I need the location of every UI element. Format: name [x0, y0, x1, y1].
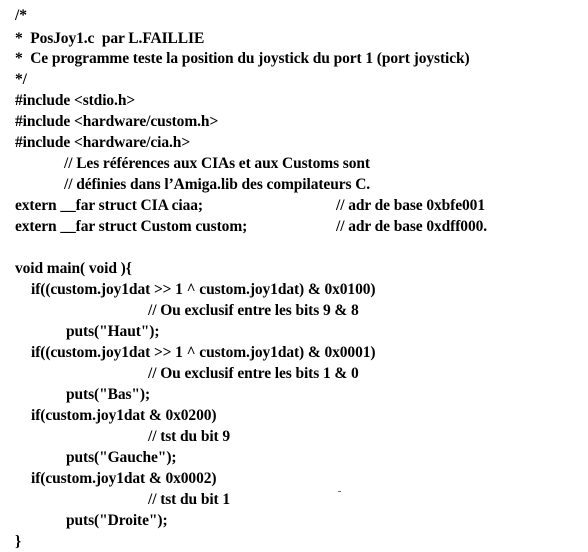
code-line: if(custom.joy1dat & 0x0200) [31, 407, 217, 424]
code-line: /* [15, 7, 27, 24]
code-comment: // adr de base 0xbfe001 [336, 197, 485, 214]
code-line: puts("Gauche"); [66, 449, 177, 466]
code-line: } [15, 533, 22, 550]
code-comment: // Les références aux CIAs et aux Customs sont [64, 155, 370, 172]
code-line: puts("Bas"); [66, 386, 151, 403]
code-line: * Ce programme teste la position du joystick du port 1 (port joystick) [15, 50, 470, 67]
code-line: extern __far struct CIA ciaa; [15, 197, 203, 214]
code-line: if(custom.joy1dat & 0x0002) [31, 470, 217, 487]
code-line: puts("Haut"); [66, 323, 160, 340]
code-line: extern __far struct Custom custom; [15, 218, 248, 235]
code-line: if((custom.joy1dat >> 1 ^ custom.joy1dat) & 0x0100) [31, 281, 376, 298]
code-line: */ [15, 71, 27, 88]
code-line: void main( void ){ [15, 260, 132, 277]
code-line: #include <hardware/cia.h> [15, 134, 191, 151]
code-comment: // tst du bit 9 [148, 428, 231, 445]
code-comment: // tst du bit 1 [148, 491, 231, 508]
code-line: #include <stdio.h> [15, 92, 136, 109]
code-line: * PosJoy1.c par L.FAILLIE [15, 30, 205, 47]
code-line: #include <hardware/custom.h> [15, 113, 219, 130]
scan-speck [338, 491, 341, 492]
code-comment: // adr de base 0xdff000. [336, 218, 488, 235]
code-comment: // Ou exclusif entre les bits 9 & 8 [148, 302, 359, 319]
code-comment: // définies dans l’Amiga.lib des compilateurs C. [64, 176, 371, 193]
code-line: puts("Droite"); [66, 512, 168, 529]
code-comment: // Ou exclusif entre les bits 1 & 0 [148, 365, 359, 382]
code-line: if((custom.joy1dat >> 1 ^ custom.joy1dat) & 0x0001) [31, 344, 376, 361]
